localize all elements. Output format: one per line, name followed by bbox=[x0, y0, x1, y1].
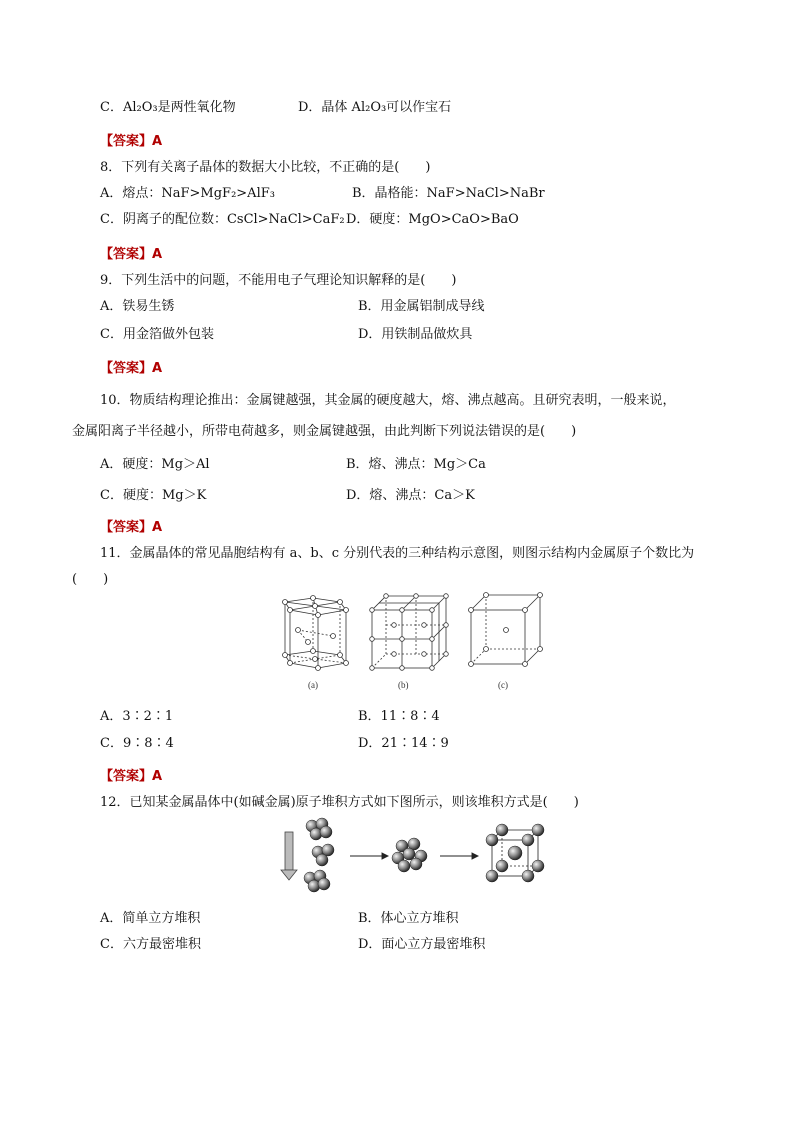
stacking-figure bbox=[278, 812, 548, 894]
answer-value: A bbox=[152, 247, 163, 262]
body-centered-cube-diagram bbox=[469, 593, 543, 667]
q11-option-d: D．21∶14∶9 bbox=[358, 736, 449, 751]
answer-value: A bbox=[152, 361, 163, 376]
q7-option-c: C．Al₂O₃是两性氧化物 bbox=[100, 100, 236, 115]
q9-stem: 9．下列生活中的问题，不能用电子气理论知识解释的是( ) bbox=[100, 273, 457, 288]
answer-label: 【答案】 bbox=[100, 769, 153, 784]
figure-label-c: (c) bbox=[498, 680, 508, 690]
unit-cell-figure bbox=[268, 590, 558, 695]
atom-cluster-diagram bbox=[392, 838, 427, 872]
answer-value: A bbox=[152, 520, 163, 535]
answer-value: A bbox=[152, 134, 163, 149]
answer-label: 【答案】 bbox=[100, 247, 153, 262]
figure-label-a: (a) bbox=[308, 680, 318, 690]
stacked-cubes-diagram bbox=[370, 594, 449, 671]
q10-option-d: D．熔、沸点：Ca＞K bbox=[346, 488, 475, 503]
q12-option-c: C．六方最密堆积 bbox=[100, 937, 201, 952]
right-arrow-icon bbox=[350, 853, 388, 859]
q10-answer bbox=[100, 516, 162, 535]
q7-answer bbox=[100, 130, 162, 149]
right-arrow-icon bbox=[440, 853, 478, 859]
figure-label-b: (b) bbox=[398, 680, 409, 690]
down-arrow-icon bbox=[281, 832, 297, 880]
q8-option-a: A．熔点：NaF>MgF₂>AlF₃ bbox=[100, 186, 275, 201]
q9-option-d: D．用铁制品做炊具 bbox=[358, 327, 473, 342]
q8-option-d: D．硬度：MgO>CaO>BaO bbox=[346, 212, 519, 227]
q10-option-b: B．熔、沸点：Mg＞Ca bbox=[346, 457, 486, 472]
q11-option-b: B．11∶8∶4 bbox=[358, 709, 440, 724]
answer-label: 【答案】 bbox=[100, 134, 153, 149]
q10-stem-line1: 10．物质结构理论推出：金属键越强，其金属的硬度越大，熔、沸点越高。且研究表明，一般来说， bbox=[100, 393, 676, 408]
q8-option-b: B．晶格能：NaF>NaCl>NaBr bbox=[352, 186, 545, 201]
hexagonal-cell-diagram bbox=[283, 596, 349, 671]
answer-label: 【答案】 bbox=[100, 520, 153, 535]
q11-option-a: A．3∶2∶1 bbox=[100, 709, 174, 724]
q9-option-a: A．铁易生锈 bbox=[100, 299, 175, 314]
q10-option-a: A．硬度：Mg＞Al bbox=[100, 457, 210, 472]
atom-layers-diagram bbox=[304, 818, 334, 892]
q11-stem-line2: ( ) bbox=[72, 572, 109, 587]
q9-answer bbox=[100, 357, 162, 376]
q9-option-b: B．用金属铝制成导线 bbox=[358, 299, 485, 314]
q11-answer bbox=[100, 765, 162, 784]
q12-option-d: D．面心立方最密堆积 bbox=[358, 937, 486, 952]
q7-option-d: D．晶体 Al₂O₃可以作宝石 bbox=[298, 100, 452, 115]
answer-value: A bbox=[152, 769, 163, 784]
q8-stem: 8．下列有关离子晶体的数据大小比较，不正确的是( ) bbox=[100, 160, 431, 175]
q11-option-c: C．9∶8∶4 bbox=[100, 736, 174, 751]
q8-option-c: C．阴离子的配位数：CsCl>NaCl>CaF₂ bbox=[100, 212, 345, 227]
q11-stem-line1: 11．金属晶体的常见晶胞结构有 a、b、c 分别代表的三种结构示意图，则图示结构内金属原子个数比为 bbox=[100, 546, 695, 561]
q12-option-a: A．简单立方堆积 bbox=[100, 911, 201, 926]
q12-option-b: B．体心立方堆积 bbox=[358, 911, 459, 926]
bcc-cube-diagram bbox=[486, 824, 544, 882]
q9-option-c: C．用金箔做外包装 bbox=[100, 327, 214, 342]
q10-option-c: C．硬度：Mg＞K bbox=[100, 488, 207, 503]
answer-label: 【答案】 bbox=[100, 361, 153, 376]
q8-answer bbox=[100, 243, 162, 262]
q12-stem: 12．已知某金属晶体中(如碱金属)原子堆积方式如下图所示，则该堆积方式是( ) bbox=[100, 795, 579, 810]
q10-stem-line2: 金属阳离子半径越小，所带电荷越多，则金属键越强，由此判断下列说法错误的是( ) bbox=[72, 424, 577, 439]
